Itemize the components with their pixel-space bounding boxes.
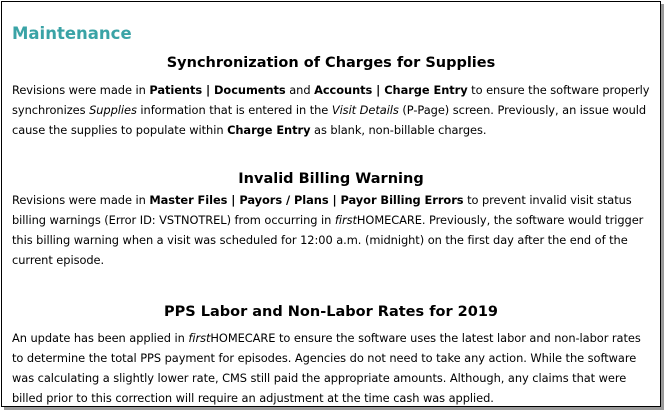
section-title: Maintenance [12, 24, 132, 43]
italic-text: first [188, 331, 211, 345]
text-run: An update has been applied in [12, 331, 189, 345]
text-run: and [285, 83, 315, 97]
bold-text: Charge Entry [227, 123, 311, 137]
text-run: to ensure the software properly synchronizes [12, 83, 650, 117]
item-description [12, 328, 650, 408]
text-run: (P-Page) screen. Previously, an issue would cause the supplies to populate within [12, 103, 647, 137]
text-run: HOMECARE. Previously, the software would trigger this billing warning when a visit was scheduled for 12:00 a.m. (midnight) on the first day after the end of the current episode. [12, 213, 644, 267]
text-run: to prevent invalid visit status billing warnings (Error ID: VSTNOTREL) from occurring in [12, 193, 632, 227]
item-description [12, 80, 650, 140]
text-run: HOMECARE to ensure the software uses the latest labor and non-labor rates to determine the total PPS payment for episodes. Agencies do not need to take any action. While the software was calculating a slightly lower rate, CMS still paid the appropriate amounts. Although, any claims that were billed prior to this correction will require an adjustment at the time cash was applied. [12, 331, 641, 405]
text-run: Revisions were made in [12, 193, 150, 207]
italic-text: Visit Details [331, 103, 399, 117]
text-run: Revisions were made in [12, 83, 150, 97]
document-panel [1, 1, 661, 407]
italic-text: first [334, 213, 357, 227]
text-run: information that is entered in the [136, 103, 332, 117]
document-content [12, 22, 650, 405]
item-title: PPS Labor and Non-Labor Rates for 2019 [163, 304, 499, 320]
bold-text: Master Files | Payors / Plans | Payor Billing Errors [149, 193, 464, 207]
item-title: Invalid Billing Warning [238, 171, 424, 187]
italic-text: Supplies [89, 103, 137, 117]
item-title: Synchronization of Charges for Supplies [166, 55, 496, 71]
bold-text: Patients | Documents [149, 83, 286, 97]
item-description [12, 190, 650, 270]
bold-text: Accounts | Charge Entry [314, 83, 468, 97]
text-run: as blank, non-billable charges. [310, 123, 487, 137]
